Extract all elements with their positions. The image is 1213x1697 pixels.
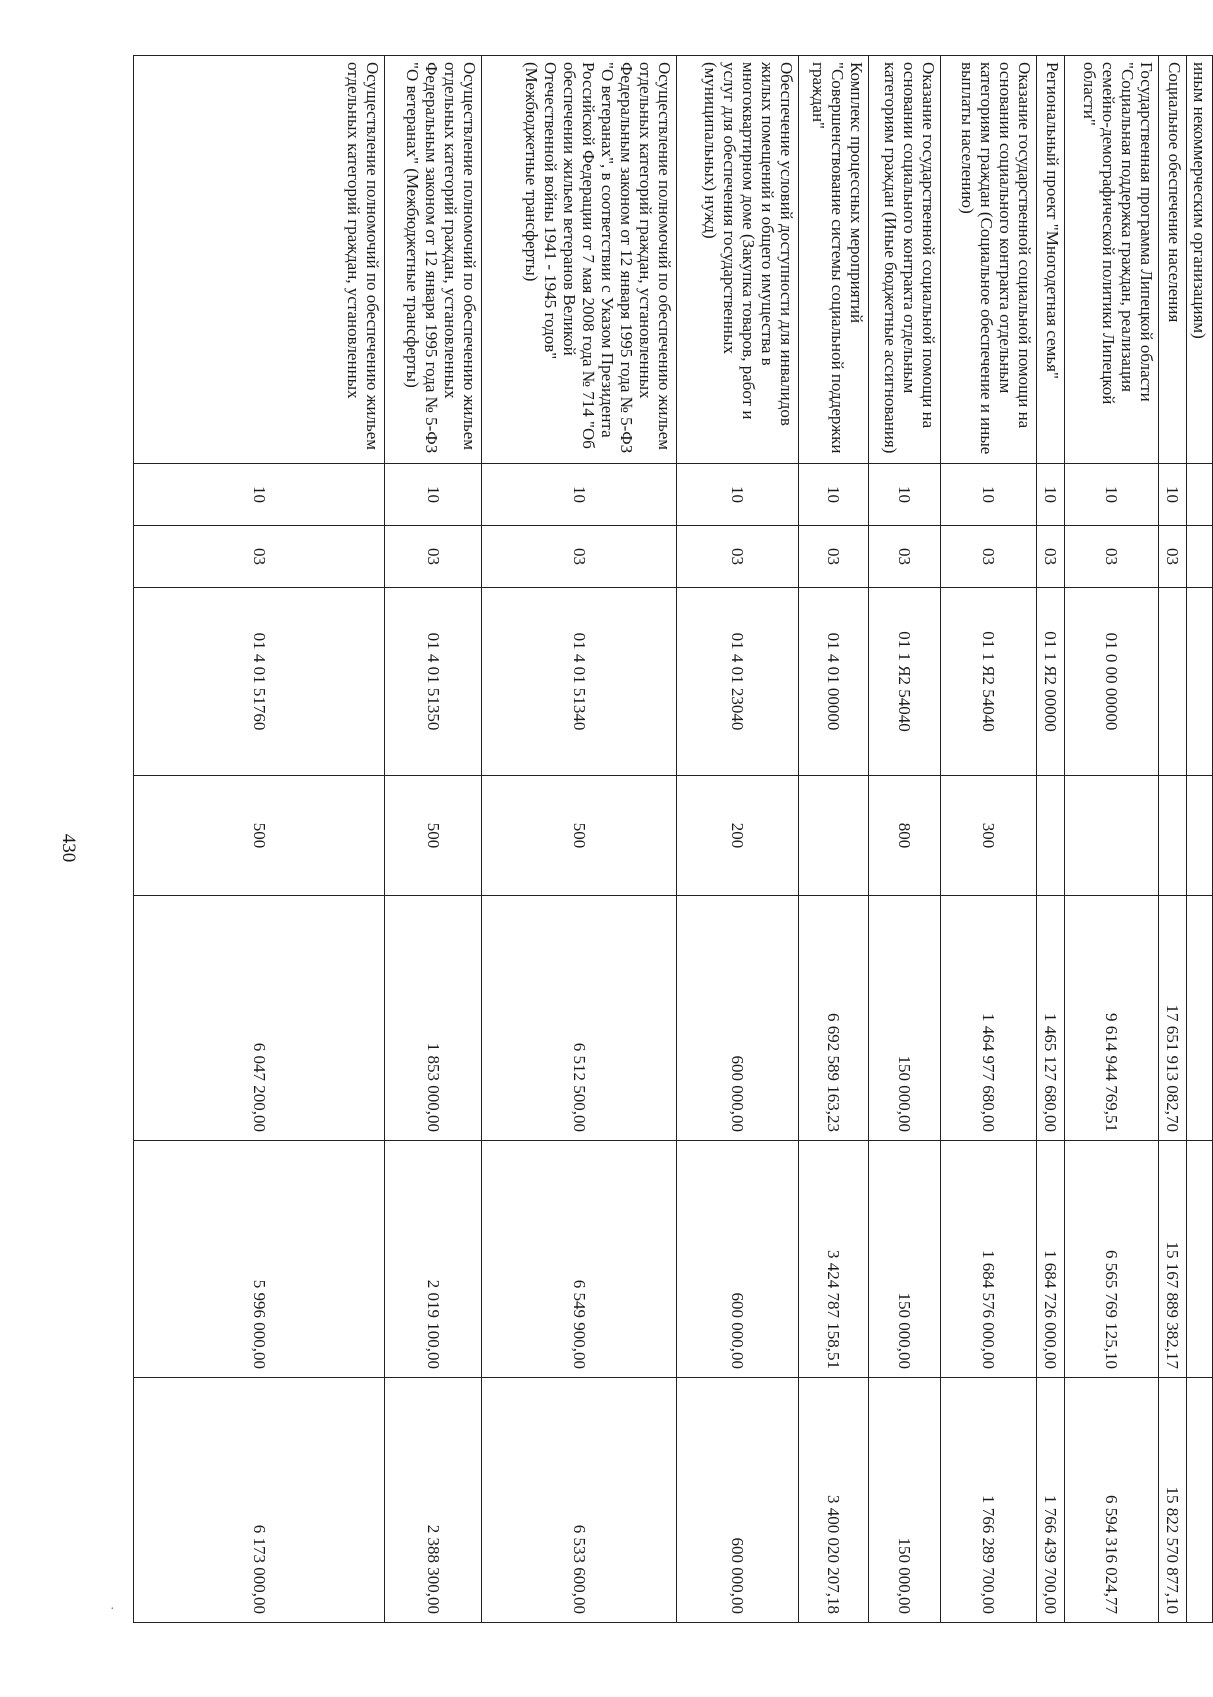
table-row (385, 56, 482, 1623)
sum-year-2: 15 167 889 382,17 (1159, 1141, 1187, 1378)
sum-year-3: 3 400 020 207,18 (799, 1378, 869, 1623)
page-number: 430 (58, 833, 79, 863)
subsection-code: 03 (799, 526, 869, 588)
section-code: 10 (134, 464, 385, 526)
subsection-code: 03 (134, 526, 385, 588)
table-row (1187, 56, 1213, 1623)
row-name: Региональный проект "Многодетная семья" (1037, 56, 1065, 464)
scan-mark: · (110, 1602, 115, 1617)
target-article-code (1159, 588, 1187, 776)
expense-type-code: 200 (677, 776, 799, 896)
expense-type-code (1187, 776, 1213, 896)
expense-type-code: 300 (941, 776, 1037, 896)
section-code: 10 (1159, 464, 1187, 526)
target-article-code: 01 4 01 23040 (677, 588, 799, 776)
sum-year-1: 600 000,00 (677, 896, 799, 1141)
table-row (869, 56, 941, 1623)
sum-year-1: 6 512 500,00 (482, 896, 677, 1141)
subsection-code: 03 (1037, 526, 1065, 588)
row-name: иным некоммерческим организациям) (1187, 56, 1213, 464)
expense-type-code (1065, 776, 1159, 896)
section-code: 10 (1065, 464, 1159, 526)
sum-year-3: 6 594 316 024,77 (1065, 1378, 1159, 1623)
subsection-code (1187, 526, 1213, 588)
sum-year-1: 1 853 000,00 (385, 896, 482, 1141)
target-article-code (1187, 588, 1213, 776)
table-row (1159, 56, 1187, 1623)
row-name: Осуществление полномочий по обеспечению жильем отдельных категорий граждан, установленных (134, 56, 385, 464)
target-article-code: 01 1 Я2 00000 (1037, 588, 1065, 776)
budget-table-rotated (133, 55, 1213, 1622)
table-row (799, 56, 869, 1623)
row-name: Государственная программа Липецкой области "Социальная поддержка граждан, реализация семейно-демографической политики Липецкой области" (1065, 56, 1159, 464)
subsection-code: 03 (385, 526, 482, 588)
section-code: 10 (1037, 464, 1065, 526)
row-name: Осуществление полномочий по обеспечению жильем отдельных категорий граждан, установленных Федеральным законом от 12 января 1995 года № 5-ФЗ "О ветеранах" (Межбюджетные трансферты) (385, 56, 482, 464)
sum-year-2: 1 684 576 000,00 (941, 1141, 1037, 1378)
table-row (941, 56, 1037, 1623)
sum-year-3: 1 766 439 700,00 (1037, 1378, 1065, 1623)
sum-year-2: 600 000,00 (677, 1141, 799, 1378)
sum-year-2: 3 424 787 158,51 (799, 1141, 869, 1378)
section-code: 10 (869, 464, 941, 526)
row-name: Комплекс процессных мероприятий "Совершенствование системы социальной поддержки граждан" (799, 56, 869, 464)
expense-type-code: 500 (385, 776, 482, 896)
target-article-code: 01 0 00 00000 (1065, 588, 1159, 776)
sum-year-1: 1 464 977 680,00 (941, 896, 1037, 1141)
sum-year-3: 600 000,00 (677, 1378, 799, 1623)
target-article-code: 01 4 01 51340 (482, 588, 677, 776)
row-name: Осуществление полномочий по обеспечению жильем отдельных категорий граждан, установленных Федеральным законом от 12 января 1995 года № 5-ФЗ "О ветеранах", в соответствии с Указом Президента Российской Федерации от 7 мая 2008 года № 714 "Об обеспечении жильем ветеранов Великой Отечественной войны 1941 - 1945 годов" (Межбюджетные трансферты) (482, 56, 677, 464)
sum-year-3: 2 388 300,00 (385, 1378, 482, 1623)
row-name: Оказание государственной социальной помощи на основании социального контракта отдельным категориям граждан (Социальное обеспечение и иные выплаты населению) (941, 56, 1037, 464)
expense-type-code (799, 776, 869, 896)
expense-type-code: 500 (482, 776, 677, 896)
subsection-code: 03 (941, 526, 1037, 588)
target-article-code: 01 1 Я2 54040 (869, 588, 941, 776)
table-row (677, 56, 799, 1623)
budget-table (133, 55, 1213, 1623)
target-article-code: 01 4 01 00000 (799, 588, 869, 776)
sum-year-2: 2 019 100,00 (385, 1141, 482, 1378)
sum-year-1 (1187, 896, 1213, 1141)
table-row (1065, 56, 1159, 1623)
target-article-code: 01 1 Я2 54040 (941, 588, 1037, 776)
expense-type-code: 800 (869, 776, 941, 896)
sum-year-2: 150 000,00 (869, 1141, 941, 1378)
sum-year-3: 6 533 600,00 (482, 1378, 677, 1623)
sum-year-2: 6 549 900,00 (482, 1141, 677, 1378)
sum-year-3: 150 000,00 (869, 1378, 941, 1623)
section-code: 10 (385, 464, 482, 526)
sum-year-2 (1187, 1141, 1213, 1378)
table-row (134, 56, 385, 1623)
sum-year-2: 1 684 726 000,00 (1037, 1141, 1065, 1378)
sum-year-3: 1 766 289 700,00 (941, 1378, 1037, 1623)
row-name: Социальное обеспечение населения (1159, 56, 1187, 464)
row-name: Обеспечение условий доступности для инвалидов жилых помещений и общего имущества в многоквартирном доме (Закупка товаров, работ и услуг для обеспечения государственных (муниципальных) нужд) (677, 56, 799, 464)
sum-year-1: 150 000,00 (869, 896, 941, 1141)
sum-year-1: 6 047 200,00 (134, 896, 385, 1141)
subsection-code: 03 (1065, 526, 1159, 588)
subsection-code: 03 (1159, 526, 1187, 588)
sum-year-1: 6 692 589 163,23 (799, 896, 869, 1141)
expense-type-code (1037, 776, 1065, 896)
section-code: 10 (941, 464, 1037, 526)
sum-year-3: 15 822 570 877,10 (1159, 1378, 1187, 1623)
section-code: 10 (482, 464, 677, 526)
expense-type-code: 500 (134, 776, 385, 896)
sum-year-1: 9 614 944 769,51 (1065, 896, 1159, 1141)
row-name: Оказание государственной социальной помощи на основании социального контракта отдельным категориям граждан (Иные бюджетные ассигнования) (869, 56, 941, 464)
subsection-code: 03 (677, 526, 799, 588)
sum-year-3: 6 173 000,00 (134, 1378, 385, 1623)
section-code: 10 (677, 464, 799, 526)
section-code (1187, 464, 1213, 526)
section-code: 10 (799, 464, 869, 526)
sum-year-3 (1187, 1378, 1213, 1623)
sum-year-1: 1 465 127 680,00 (1037, 896, 1065, 1141)
target-article-code: 01 4 01 51760 (134, 588, 385, 776)
sum-year-1: 17 651 913 082,70 (1159, 896, 1187, 1141)
subsection-code: 03 (869, 526, 941, 588)
table-row (482, 56, 677, 1623)
sum-year-2: 6 565 769 125,10 (1065, 1141, 1159, 1378)
sum-year-2: 5 996 000,00 (134, 1141, 385, 1378)
subsection-code: 03 (482, 526, 677, 588)
table-row (1037, 56, 1065, 1623)
target-article-code: 01 4 01 51350 (385, 588, 482, 776)
expense-type-code (1159, 776, 1187, 896)
